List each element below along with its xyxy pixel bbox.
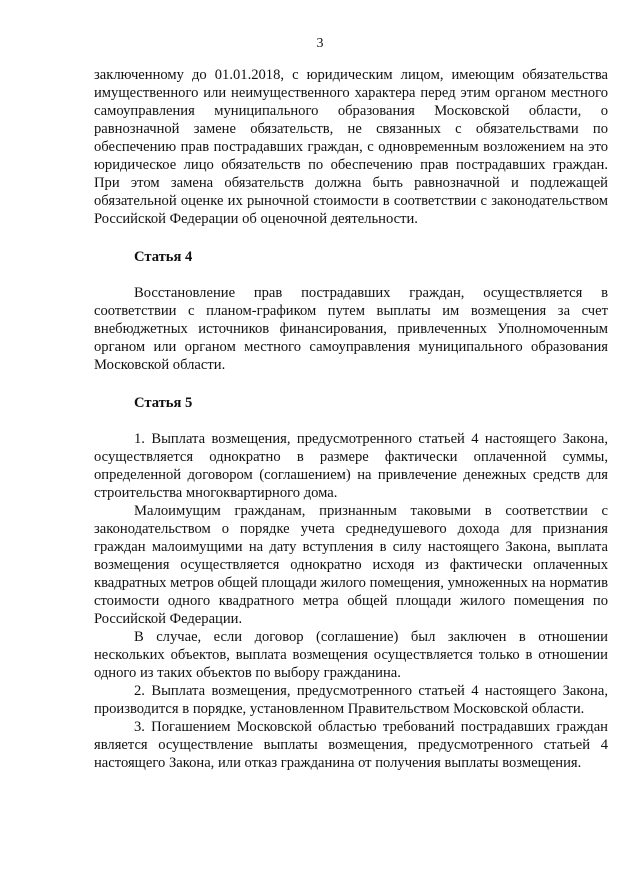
article-4-paragraph-1: Восстановление прав пострадавших граждан, осуществляется в соответствии с планом-графиком путем выплаты им возмещения за счет внебюджетных источников финансирования, привлеченных Уполномоченным органом или органом местного самоуправления муниципального образования Московской области. [94, 285, 608, 373]
article-5-paragraph-4: 2. Выплата возмещения, предусмотренного статьей 4 настоящего Закона, производится в порядке, установленном Правительством Московской области. [94, 683, 608, 717]
intro-paragraph: заключенному до 01.01.2018, с юридическим лицом, имеющим обязательства имущественного или неимущественного характера перед этим органом местного самоуправления муниципального образования Московской области, о равнозначной замене обязательств, не связанных с обязательствами по обеспечению прав пострадавших граждан, с одновременным возложением на это юридическое лицо обязательств по обеспечению прав пострадавших граждан. При этом замена обязательств должна быть равнозначной и подлежащей обязательной оценке их рыночной стоимости в соответствии с законодательством Российской Федерации об оценочной деятельности. [94, 67, 608, 227]
document-body [94, 66, 608, 772]
article-5-paragraph-2: Малоимущим гражданам, признанным таковыми в соответствии с законодательством о порядке учета среднедушевого дохода для признания граждан малоимущими на дату вступления в силу настоящего Закона, выплата возмещения осуществляется однократно исходя из фактически оплаченных квадратных метров общей площади жилого помещения, умноженных на норматив стоимости одного квадратного метра общей площади жилого помещения по Российской Федерации. [94, 503, 608, 627]
page-number: 3 [316, 36, 324, 51]
article-5-paragraph-3: В случае, если договор (соглашение) был заключен в отношении нескольких объектов, выплата возмещения осуществляется только в отношении одного из таких объектов по выбору гражданина. [94, 629, 608, 681]
article-5-heading: Статья 5 [134, 395, 193, 411]
article-4-heading: Статья 4 [134, 249, 193, 265]
article-5-paragraph-5: 3. Погашением Московской областью требований пострадавших граждан является осуществление выплаты возмещения, предусмотренного статьей 4 настоящего Закона, или отказ гражданина от получения выплаты возмещения. [94, 719, 608, 771]
article-5-paragraph-1: 1. Выплата возмещения, предусмотренного статьей 4 настоящего Закона, осуществляется однократно в размере фактически оплаченной суммы, определенной договором (соглашением) на привлечение денежных средств для строительства многоквартирного дома. [94, 431, 608, 501]
